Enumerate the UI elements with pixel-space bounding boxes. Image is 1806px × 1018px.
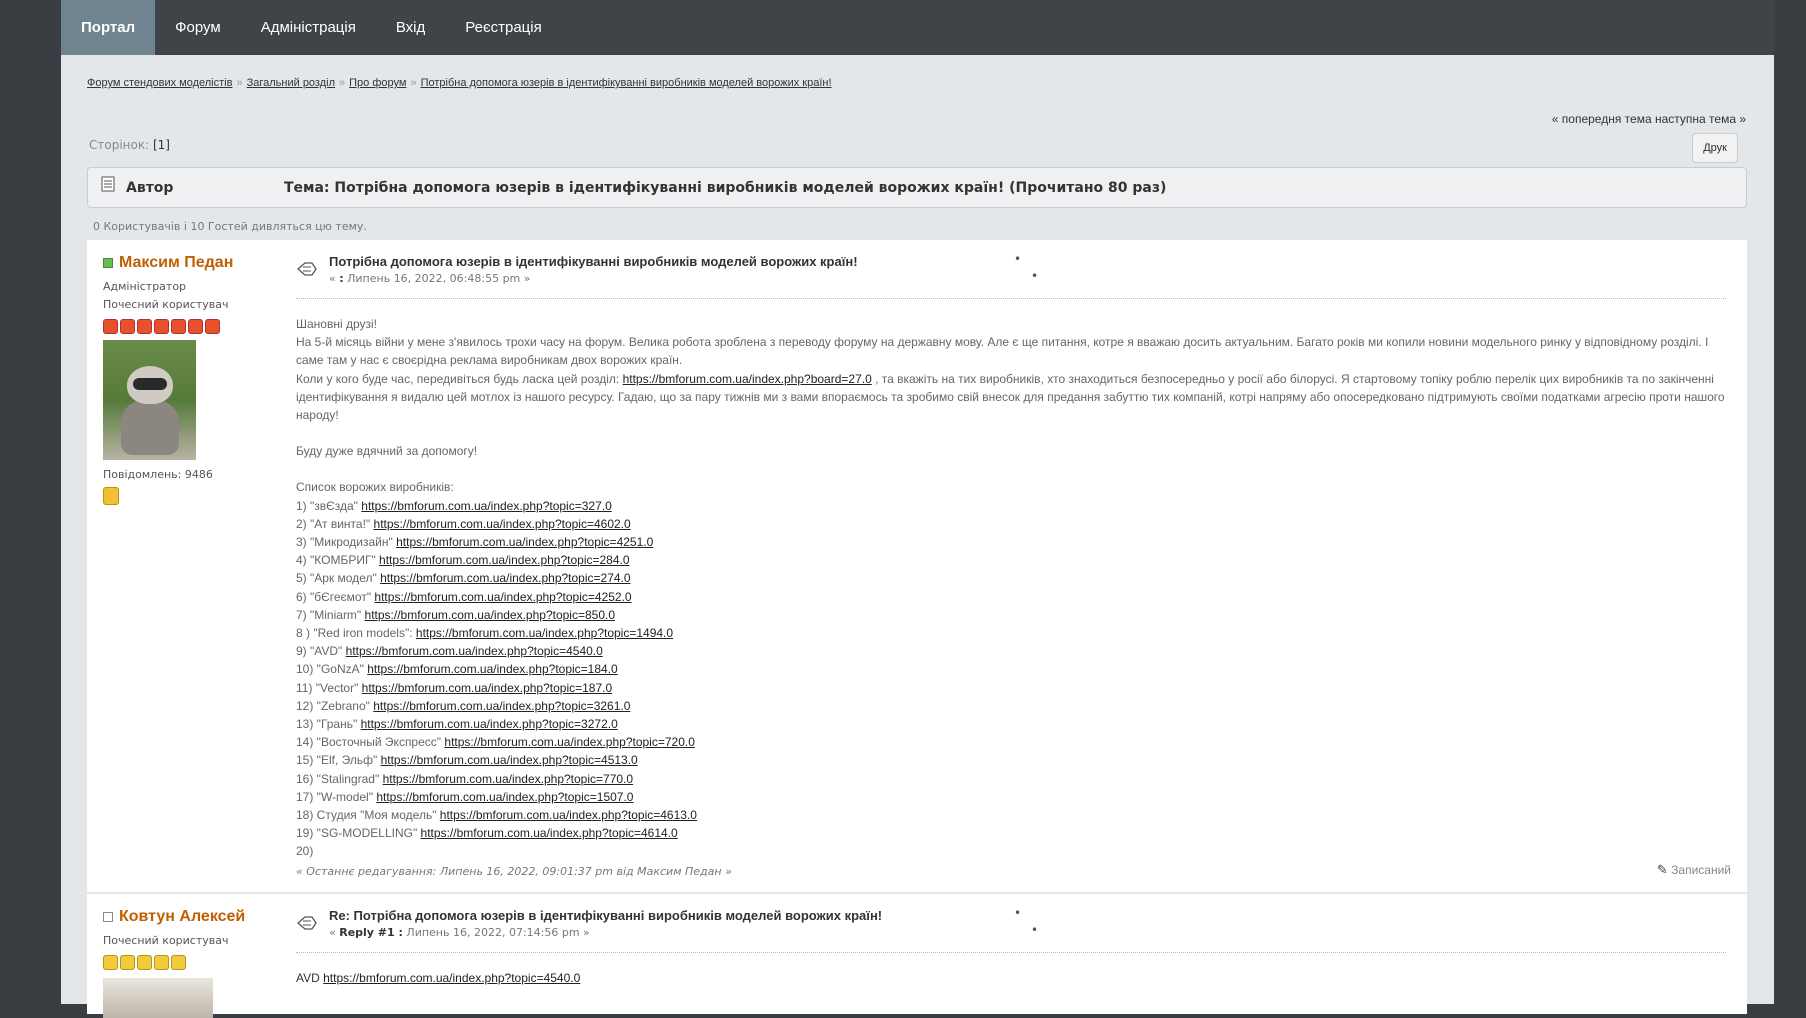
star-icon (188, 319, 203, 334)
manufacturer-link[interactable]: https://bmforum.com.ua/index.php?topic=284.0 (379, 553, 630, 568)
poster-post-count: Повідомлень: 9486 (103, 468, 213, 481)
list-item: 17) "W-model" https://bmforum.com.ua/index.php?topic=1507.0 (296, 789, 634, 804)
post-icon (296, 914, 318, 932)
recorded-label[interactable]: ✎ Записаний (1656, 862, 1731, 877)
list-item: 18) Студия "Моя модель" https://bmforum.com.ua/index.php?topic=4613.0 (296, 808, 697, 823)
medal-icon (103, 487, 119, 505)
manufacturer-link[interactable]: https://bmforum.com.ua/index.php?topic=274.0 (380, 571, 631, 586)
star-icon (154, 319, 169, 334)
post-content (296, 906, 1726, 987)
recorded-icon: ✎ (1656, 862, 1668, 877)
poster-name (103, 254, 273, 272)
manufacturer-link[interactable]: https://bmforum.com.ua/index.php?topic=4513.0 (380, 753, 638, 768)
list-item: 8 ) "Red iron models": https://bmforum.com.ua/index.php?topic=1494.0 (296, 626, 674, 641)
star-icon (154, 955, 169, 970)
bullet-icon: • (1014, 906, 1022, 920)
manufacturer-link[interactable]: https://bmforum.com.ua/index.php?topic=4251.0 (396, 535, 654, 550)
greeting: Шановні друзі! (296, 317, 378, 331)
poster-info (103, 254, 273, 505)
author-column-label: Автор (126, 180, 174, 196)
list-item: 13) "Грань" https://bmforum.com.ua/index.php?topic=3272.0 (296, 717, 618, 732)
star-icon (205, 319, 220, 334)
list-item: 14) "Восточный Экспресс" https://bmforum.com.ua/index.php?topic=720.0 (296, 735, 695, 750)
star-icon (120, 319, 135, 334)
menu-item-admin[interactable]: Адміністрація (260, 19, 356, 36)
manufacturer-link[interactable]: https://bmforum.com.ua/index.php?topic=1507.0 (376, 789, 634, 804)
top-menu-bar (61, 0, 1774, 55)
board-link[interactable]: https://bmforum.com.ua/index.php?board=27.0 (622, 371, 872, 386)
manufacturer-link[interactable]: https://bmforum.com.ua/index.php?topic=3261.0 (373, 698, 631, 713)
prev-topic-link[interactable]: « попередня тема (1551, 112, 1652, 126)
manufacturer-link[interactable]: https://bmforum.com.ua/index.php?topic=4602.0 (373, 516, 631, 531)
star-icon (103, 319, 118, 334)
list-item: 6) "бЄгеємот" https://bmforum.com.ua/index.php?topic=4252.0 (296, 589, 632, 604)
offline-status-icon (103, 912, 113, 922)
page-current: [1] (152, 138, 170, 152)
bullet-icon: • (1031, 923, 1039, 937)
breadcrumb-link-forum[interactable]: Форум стендових моделістів (87, 77, 233, 89)
post-date: « Reply #1 : Липень 16, 2022, 07:14:56 pm » (329, 926, 590, 939)
list-item: 3) "Микродизайн" https://bmforum.com.ua/index.php?topic=4251.0 (296, 535, 654, 550)
list-item: 19) "SG-MODELLING" https://bmforum.com.ua/index.php?topic=4614.0 (296, 826, 678, 841)
list-item: 11) "Vector" https://bmforum.com.ua/index.php?topic=187.0 (296, 680, 613, 695)
thanks-line: Буду дуже вдячний за допомогу! (296, 444, 478, 459)
bullet-icon: • (1031, 269, 1039, 283)
list-item: 20) (296, 844, 314, 859)
breadcrumb-link-about[interactable]: Про форум (349, 77, 407, 89)
manufacturer-link[interactable]: https://bmforum.com.ua/index.php?topic=187.0 (361, 680, 613, 695)
star-icon (171, 955, 186, 970)
star-icon (137, 319, 152, 334)
post-body (296, 315, 1726, 861)
poster-group: Почесний користувач (103, 934, 229, 947)
post-2 (87, 894, 1747, 1014)
list-item: 15) "Elf, Эльф" https://bmforum.com.ua/index.php?topic=4513.0 (296, 753, 638, 768)
manufacturer-link[interactable]: https://bmforum.com.ua/index.php?topic=850.0 (364, 607, 616, 622)
star-icon (120, 955, 135, 970)
avatar (103, 340, 196, 460)
manufacturer-list (296, 497, 1726, 861)
topic-title: Тема: Потрібна допомога юзерів в ідентифікуванні виробників моделей ворожих країн! (Прочитано 80 раз) (284, 180, 1167, 196)
manufacturer-link[interactable]: https://bmforum.com.ua/index.php?topic=3272.0 (360, 717, 618, 732)
menu-item-login[interactable]: Вхід (395, 19, 426, 36)
list-item: 10) "GoNzA" https://bmforum.com.ua/index.php?topic=184.0 (296, 662, 618, 677)
star-icon (171, 319, 186, 334)
poster-group: Почесний користувач (103, 298, 229, 311)
manufacturer-link[interactable]: https://bmforum.com.ua/index.php?topic=770.0 (382, 771, 634, 786)
pagination (89, 138, 170, 152)
manufacturer-link[interactable]: https://bmforum.com.ua/index.php?topic=4613.0 (439, 808, 697, 823)
menu-item-portal[interactable]: Портал (61, 0, 155, 55)
star-icon (103, 955, 118, 970)
print-button[interactable]: Друк (1692, 133, 1738, 163)
list-item: 2) "Ат винта!" https://bmforum.com.ua/index.php?topic=4602.0 (296, 516, 631, 531)
poster-name-link[interactable]: Максим Педан (119, 254, 234, 271)
manufacturer-link[interactable]: https://bmforum.com.ua/index.php?topic=184.0 (367, 662, 618, 677)
rank-stars (103, 955, 273, 970)
pages-label: Сторінок: (89, 138, 150, 152)
post-date: « : Липень 16, 2022, 06:48:55 pm » (329, 272, 531, 285)
list-item: 7) "Miniarm" https://bmforum.com.ua/index.php?topic=850.0 (296, 607, 616, 622)
next-topic-link[interactable]: наступна тема » (1654, 112, 1746, 126)
rank-stars (103, 319, 273, 334)
breadcrumb-link-general[interactable]: Загальний розділ (246, 77, 336, 89)
avatar (103, 978, 213, 1018)
topic-link[interactable]: https://bmforum.com.ua/index.php?topic=4540.0 (323, 971, 581, 985)
poster-name-link[interactable]: Ковтун Алексей (119, 908, 246, 925)
topic-header (87, 167, 1747, 208)
star-icon (137, 955, 152, 970)
poster-name (103, 908, 273, 926)
list-item: 4) "КОМБРИГ" https://bmforum.com.ua/index.php?topic=284.0 (296, 553, 630, 568)
page-wrapper (61, 0, 1774, 1004)
post-body: AVD https://bmforum.com.ua/index.php?topic=4540.0 (296, 971, 581, 985)
paragraph-1: На 5-й місяць війни у мене з'явилось трохи часу на форум. Велика робота зроблена з переводу форуму на державну мову. Але є ще питання, котре я вважаю досить актуальним. Багато років ми копили новини модельного ринку у відповідному розділі. І саме там у нас є своєрідна реклама виробникам двох ворожих країн. (296, 335, 1709, 368)
list-title: Список ворожих виробників: (296, 480, 454, 495)
menu-item-register[interactable]: Реєстрація (465, 19, 542, 36)
list-item: 5) "Арк модел" https://bmforum.com.ua/index.php?topic=274.0 (296, 571, 631, 586)
topic-navigation (1552, 112, 1746, 126)
manufacturer-link[interactable]: https://bmforum.com.ua/index.php?topic=1494.0 (415, 626, 674, 641)
post-1 (87, 240, 1747, 892)
post-title[interactable]: Потрібна допомога юзерів в ідентифікуванні виробників моделей ворожих країн! (329, 254, 858, 269)
manufacturer-link[interactable]: https://bmforum.com.ua/index.php?topic=4614.0 (420, 826, 678, 841)
list-item: 9) "AVD" https://bmforum.com.ua/index.php?topic=4540.0 (296, 644, 603, 659)
post-title[interactable]: Re: Потрібна допомога юзерів в ідентифікуванні виробників моделей ворожих країн! (329, 908, 883, 923)
list-item: 12) "Zebrano" https://bmforum.com.ua/index.php?topic=3261.0 (296, 698, 631, 713)
poster-info (103, 908, 273, 1018)
poster-role: Адміністратор (103, 280, 187, 293)
topic-icon (101, 176, 115, 192)
online-status-icon (103, 258, 113, 268)
paragraph-2: Коли у кого буде час, передивіться будь ласка цей розділ: https://bmforum.com.ua/index.php?board=27.0 , та вкажіть на тих виробників, хто знаходиться безпосередньо у росії або білорусі. Я стартовому топіку роблю перелік цих виробників та по закінченні ідентифікування я видалю цей мотлох із нашого ресурсу. Гадаю, що за пару тижнів ми з вами впораємось та зробимо свій внесок для предання забуттю тих компаній, котрі напряму або опосередковано підтримують своїми податками агресію проти нашого народу! (296, 371, 1725, 423)
bullet-icon: • (1014, 252, 1022, 266)
manufacturer-link[interactable]: https://bmforum.com.ua/index.php?topic=4540.0 (345, 644, 603, 659)
manufacturer-link[interactable]: https://bmforum.com.ua/index.php?topic=4252.0 (374, 589, 632, 604)
list-item: 16) "Stalingrad" https://bmforum.com.ua/index.php?topic=770.0 (296, 771, 634, 786)
edit-note: « Останнє редагування: Липень 16, 2022, 09:01:37 pm від Максим Педан » (296, 864, 732, 878)
manufacturer-link[interactable]: https://bmforum.com.ua/index.php?topic=720.0 (444, 735, 695, 750)
post-header (296, 906, 1726, 953)
list-item: 1) "звЄзда" https://bmforum.com.ua/index.php?topic=327.0 (296, 498, 612, 513)
post-icon (296, 260, 318, 278)
manufacturer-link[interactable]: https://bmforum.com.ua/index.php?topic=327.0 (361, 498, 612, 513)
breadcrumb: Форум стендових моделістів » Загальний розділ » Про форум » Потрібна допомога юзерів в ідентифікуванні виробників моделей ворожих країн! (87, 77, 832, 89)
post-header (296, 252, 1726, 299)
menu-item-forum[interactable]: Форум (175, 19, 221, 36)
post-content (296, 252, 1726, 878)
main-menu (61, 0, 1774, 55)
breadcrumb-link-topic[interactable]: Потрібна допомога юзерів в ідентифікуванні виробників моделей ворожих країн! (420, 77, 832, 89)
viewers-info: 0 Користувачів і 10 Гостей дивляться цю тему. (93, 220, 367, 233)
